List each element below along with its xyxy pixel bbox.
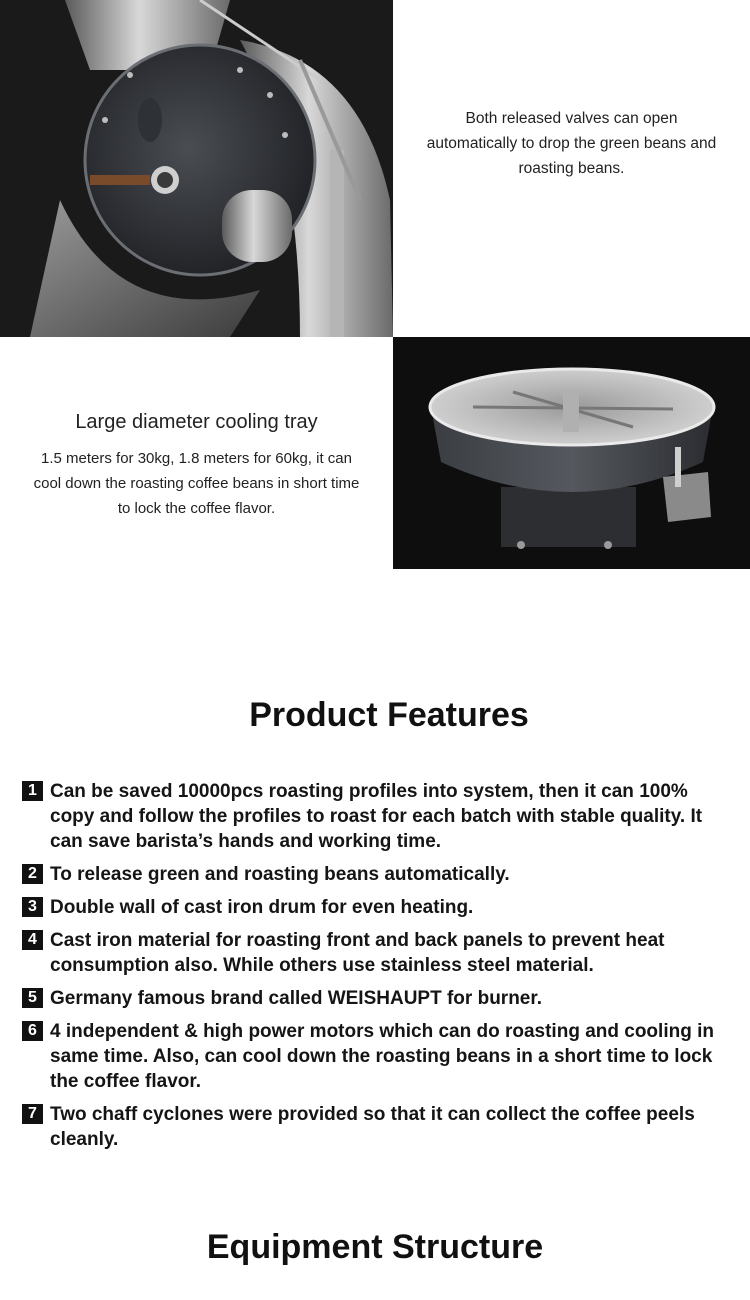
features-list <box>22 779 737 1160</box>
feature-item <box>22 986 737 1011</box>
feature-text: 4 independent & high power motors which can do roasting and cooling in same time. Also, can cool down the roasting beans in a short time to lock the coffee flavor. <box>50 1021 714 1092</box>
valves-caption: Both released valves can open automatically to drop the green beans and roasting beans. <box>426 110 717 177</box>
valves-caption-block <box>393 0 750 337</box>
product-features-title: Product Features <box>249 696 529 734</box>
cooling-heading: Large diameter cooling tray <box>75 411 318 433</box>
feature-number-badge: 3 <box>22 897 43 917</box>
cooling-caption-block <box>0 337 393 569</box>
cooling-caption: 1.5 meters for 30kg, 1.8 meters for 60kg, it can cool down the roasting coffee beans in short time to lock the coffee flavor. <box>33 450 360 517</box>
feature-item <box>22 928 737 978</box>
feature-text: To release green and roasting beans automatically. <box>50 864 510 885</box>
feature-number-badge: 7 <box>22 1104 43 1124</box>
feature-number-badge: 1 <box>22 781 43 801</box>
equipment-structure-title: Equipment Structure <box>206 1228 544 1266</box>
valves-row <box>0 0 750 337</box>
roaster-valves-photo <box>0 0 393 337</box>
feature-item <box>22 779 737 854</box>
feature-text: Cast iron material for roasting front and back panels to prevent heat consumption also. While others use stainless steel material. <box>50 930 665 976</box>
cooling-tray-photo <box>393 337 750 569</box>
feature-text: Can be saved 10000pcs roasting profiles into system, then it can 100% copy and follow the profiles to roast for each batch with stable quality. It can save barista’s hands and working time. <box>50 781 703 852</box>
feature-number-badge: 4 <box>22 930 43 950</box>
feature-item <box>22 895 737 920</box>
feature-item <box>22 862 737 887</box>
cooling-tray-row <box>0 337 750 569</box>
feature-text: Double wall of cast iron drum for even heating. <box>50 897 474 918</box>
feature-number-badge: 2 <box>22 864 43 884</box>
feature-text: Two chaff cyclones were provided so that it can collect the coffee peels cleanly. <box>50 1104 695 1150</box>
feature-text: Germany famous brand called WEISHAUPT for burner. <box>50 988 542 1009</box>
feature-number-badge: 6 <box>22 1021 43 1041</box>
feature-item <box>22 1102 737 1152</box>
feature-item <box>22 1019 737 1094</box>
feature-number-badge: 5 <box>22 988 43 1008</box>
